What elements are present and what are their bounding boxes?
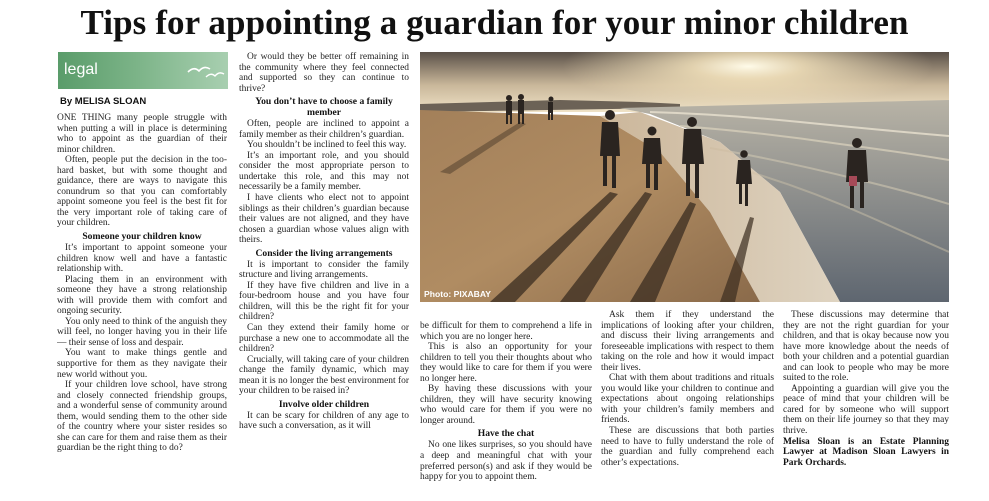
- paragraph: No one likes surprises, so you should have a deep and meaningful chat with your preferred person(s) and ask if they would be happy for you to appoint them.: [420, 440, 592, 483]
- paragraph: This is also an opportunity for your children to tell you their thoughts about who they would like to care for them if you were no longer here.: [420, 342, 592, 384]
- paragraph: Crucially, will taking care of your children change the family dynamic, which may mean it is no longer the best environment for your children to be raised in?: [239, 354, 409, 397]
- article-column-5: [783, 310, 949, 501]
- section-tag-legal: [58, 52, 228, 89]
- paragraph: If your children love school, have strong and closely connected friendship groups, and a wonderful sense of community around them, would sending them to the other side of the country where your sister resides so she can care for them and raise them as their guardian be the right thing to do?: [57, 380, 227, 454]
- paragraph: Often, people put the decision in the too-hard basket, but with some thought and guidance, there are ways to navigate this conundrum so that you can comfortably appoint someone you feel is the best fit for the very important role of taking care of your children.: [57, 155, 227, 229]
- paragraph: Ask them if they understand the implications of looking after your children, and discuss their living arrangements and foreseeable implications with respect to them taking on the role and how it would impact their lives.: [601, 310, 774, 373]
- article-column-1: [57, 113, 227, 501]
- paragraph: I have clients who elect not to appoint siblings as their children’s guardian because their values are not aligned, and they have chosen a guardian whose values align with theirs.: [239, 193, 409, 246]
- paragraph: You only need to think of the anguish they will feel, no longer having you in their life — their sense of loss and despair.: [57, 316, 227, 348]
- paragraph: By having these discussions with your children, they will have security knowing who would care for them if you were no longer around.: [420, 384, 592, 426]
- paragraph: It’s an important role, and you should consider the most appropriate person to undertake this role, and this may not necessarily be a family member.: [239, 150, 409, 193]
- section-tag-label: legal: [64, 61, 98, 78]
- byline: By MELISA SLOAN: [60, 96, 147, 107]
- paragraph: These discussions may determine that they are not the right guardian for your children, and that is okay because now you have more knowledge about the needs of both your children and a potential guardian and can look to people who may be more suited to the role.: [783, 310, 949, 384]
- paragraph: ONE THING many people struggle with when putting a will in place is determining who to appoint as the guardian of their minor children.: [57, 113, 227, 155]
- beach-sunset-image: [420, 52, 949, 302]
- subheading: Involve older children: [278, 398, 370, 410]
- paragraph: If they have five children and live in a four-bedroom house and you have four children, will this be the right fit for your children?: [239, 280, 409, 323]
- birds-icon: [186, 60, 226, 82]
- paragraph: It is important to consider the family structure and living arrangements.: [239, 259, 409, 281]
- paragraph: Or would they be better off remaining in the community where they feel connected and supported so they can continue to thrive?: [239, 52, 409, 94]
- beach-photo: [420, 52, 949, 302]
- subheading: You don’t have to choose a family member: [255, 96, 393, 119]
- paragraph: be difficult for them to comprehend a life in which you are no longer here.: [420, 321, 592, 342]
- article-column-3: [420, 321, 592, 501]
- paragraph: These are discussions that both parties need to have to fully understand the role of the guardian and fully comprehend each other’s expectations.: [601, 426, 774, 468]
- paragraph: Placing them in an environment with someone they have a strong relationship with will provide them with comfort and ongoing security.: [57, 274, 227, 317]
- article-column-4: [601, 310, 774, 501]
- subheading: Have the chat: [477, 428, 535, 440]
- paragraph: Appointing a guardian will give you the peace of mind that your children will be cared for by someone who will support them on their life journey so that they may thrive.: [783, 383, 949, 437]
- author-bio: Melisa Sloan is an Estate Planning Lawyer at Madison Sloan Lawyers in Park Orchards.: [783, 436, 949, 468]
- subheading: Someone your children know: [82, 231, 202, 243]
- subheading: Consider the living arrangements: [255, 247, 393, 259]
- paragraph: Often, people are inclined to appoint a family member as their children’s guardian.: [239, 119, 409, 140]
- paragraph: Can they extend their family home or purchase a new one to accommodate all the children?: [239, 323, 409, 355]
- paragraph: You shouldn’t be inclined to feel this way.: [247, 140, 407, 151]
- paragraph: You want to make things gentle and supportive for them as they navigate their new world without you.: [57, 348, 227, 380]
- article-column-2: [239, 52, 409, 501]
- photo-credit: Photo: PIXABAY: [424, 289, 492, 299]
- headline: Tips for appointing a guardian for your minor children: [80, 3, 909, 42]
- paragraph: It can be scary for children of any age to have such a conversation, as it will: [239, 410, 409, 432]
- paragraph: Chat with them about traditions and rituals you would like your children to continue and expectations about ongoing relationships with your children’s family members and friends.: [601, 373, 774, 426]
- paragraph: It’s important to appoint someone your children know well and have a fantastic relationship with.: [57, 243, 227, 275]
